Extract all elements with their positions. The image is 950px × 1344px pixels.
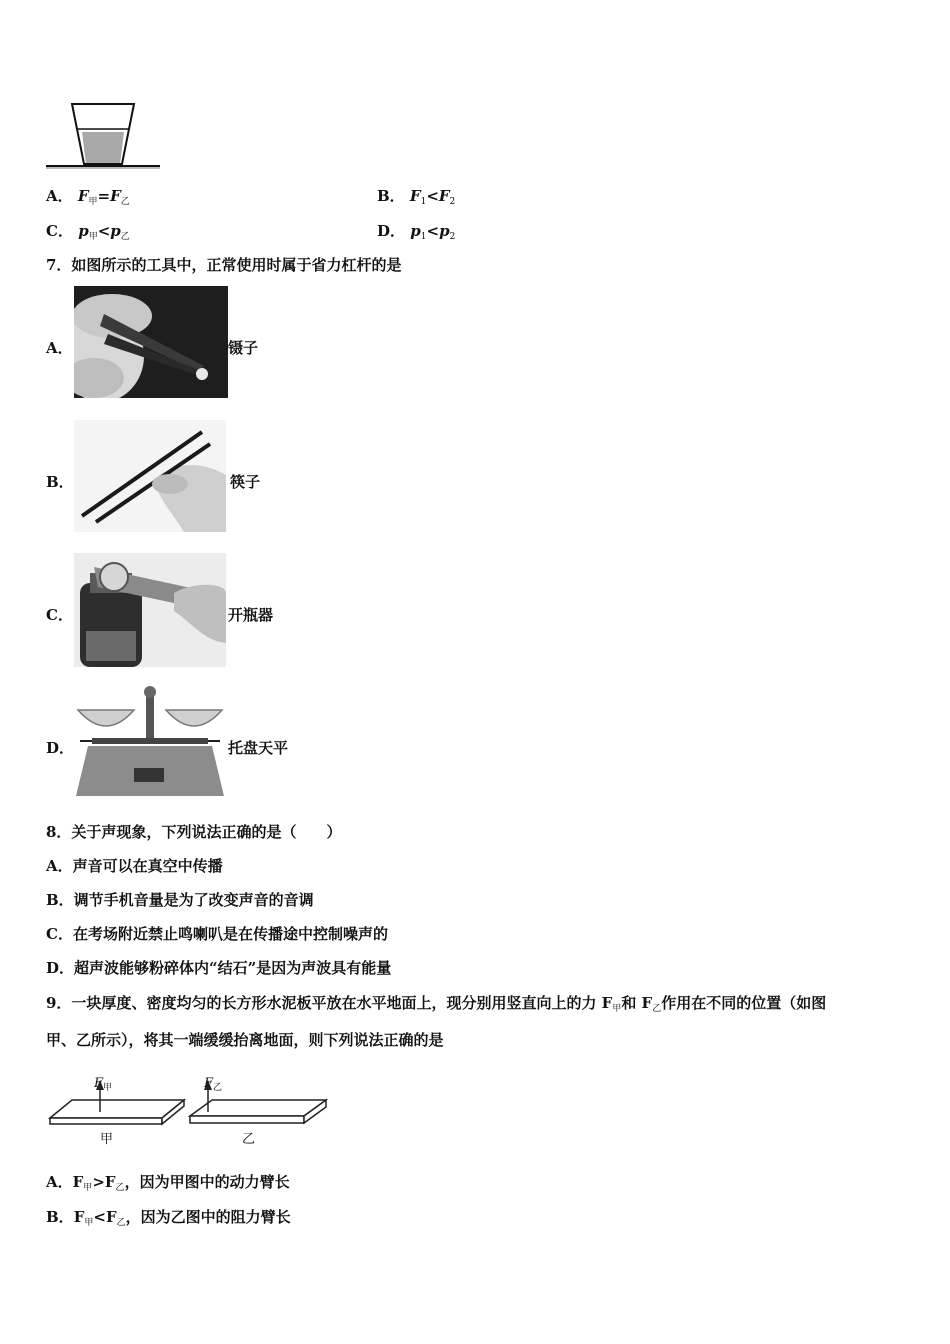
caption-right: 乙	[242, 1132, 256, 1147]
q9-option-a[interactable]: A．$F_甲>F_乙$，因为甲图中的动力臂长	[46, 1173, 290, 1193]
slab-figure	[44, 1068, 334, 1152]
force-label-right: $F_乙$	[204, 1076, 223, 1093]
q8-stem: 8．关于声现象，下列说法正确的是（ ）	[46, 823, 342, 841]
q7-option-d-label: 托盘天平	[228, 739, 289, 757]
q7-option-b-label: 筷子	[230, 473, 261, 491]
bottle-opener-photo	[74, 553, 226, 667]
q7-option-a-label: 镊子	[228, 339, 259, 357]
q8-option-a[interactable]: A．声音可以在真空中传播	[46, 857, 223, 875]
q8-option-d[interactable]: D．超声波能够粉碎体内“结石”是因为声波具有能量	[46, 959, 392, 977]
q6-option-d[interactable]: D． $p_1<p_2$	[377, 222, 456, 242]
tweezers-photo	[74, 286, 228, 398]
q7-option-d-letter[interactable]: D．	[46, 739, 75, 757]
q9-stem-line2: 甲、乙所示），将其一端缓缓抬离地面，则下列说法正确的是	[46, 1031, 444, 1049]
q7-stem: 7．如图所示的工具中，正常使用时属于省力杠杆的是	[46, 256, 402, 274]
q9-option-b[interactable]: B．$F_甲<F_乙$，因为乙图中的阻力臂长	[46, 1208, 291, 1228]
q7-option-a-letter[interactable]: A．	[46, 339, 73, 357]
pan-balance-photo	[74, 684, 226, 802]
chopsticks-photo	[74, 420, 226, 532]
q7-option-c-letter[interactable]: C．	[46, 606, 73, 624]
beaker-figure	[44, 100, 162, 172]
force-label-left: $F_甲$	[94, 1076, 113, 1093]
q7-option-b-letter[interactable]: B．	[46, 473, 74, 491]
q6-option-a[interactable]: A． $F_甲=F_乙$	[46, 187, 130, 207]
q9-stem-line1: 9．一块厚度、密度均匀的长方形水泥板平放在水平地面上，现分别用竖直向上的力 $F_甲$和 $F_乙$作用在不同的位置（如图	[46, 994, 827, 1014]
q6-option-b[interactable]: B． $F_1<F_2$	[377, 187, 456, 207]
q8-option-b[interactable]: B．调节手机音量是为了改变声音的音调	[46, 891, 314, 909]
q8-option-c[interactable]: C．在考场附近禁止鸣喇叭是在传播途中控制噪声的	[46, 925, 388, 943]
caption-left: 甲	[100, 1132, 114, 1147]
q7-option-c-label: 开瓶器	[228, 606, 274, 624]
q6-option-c[interactable]: C． $p_甲<p_乙$	[46, 222, 130, 242]
